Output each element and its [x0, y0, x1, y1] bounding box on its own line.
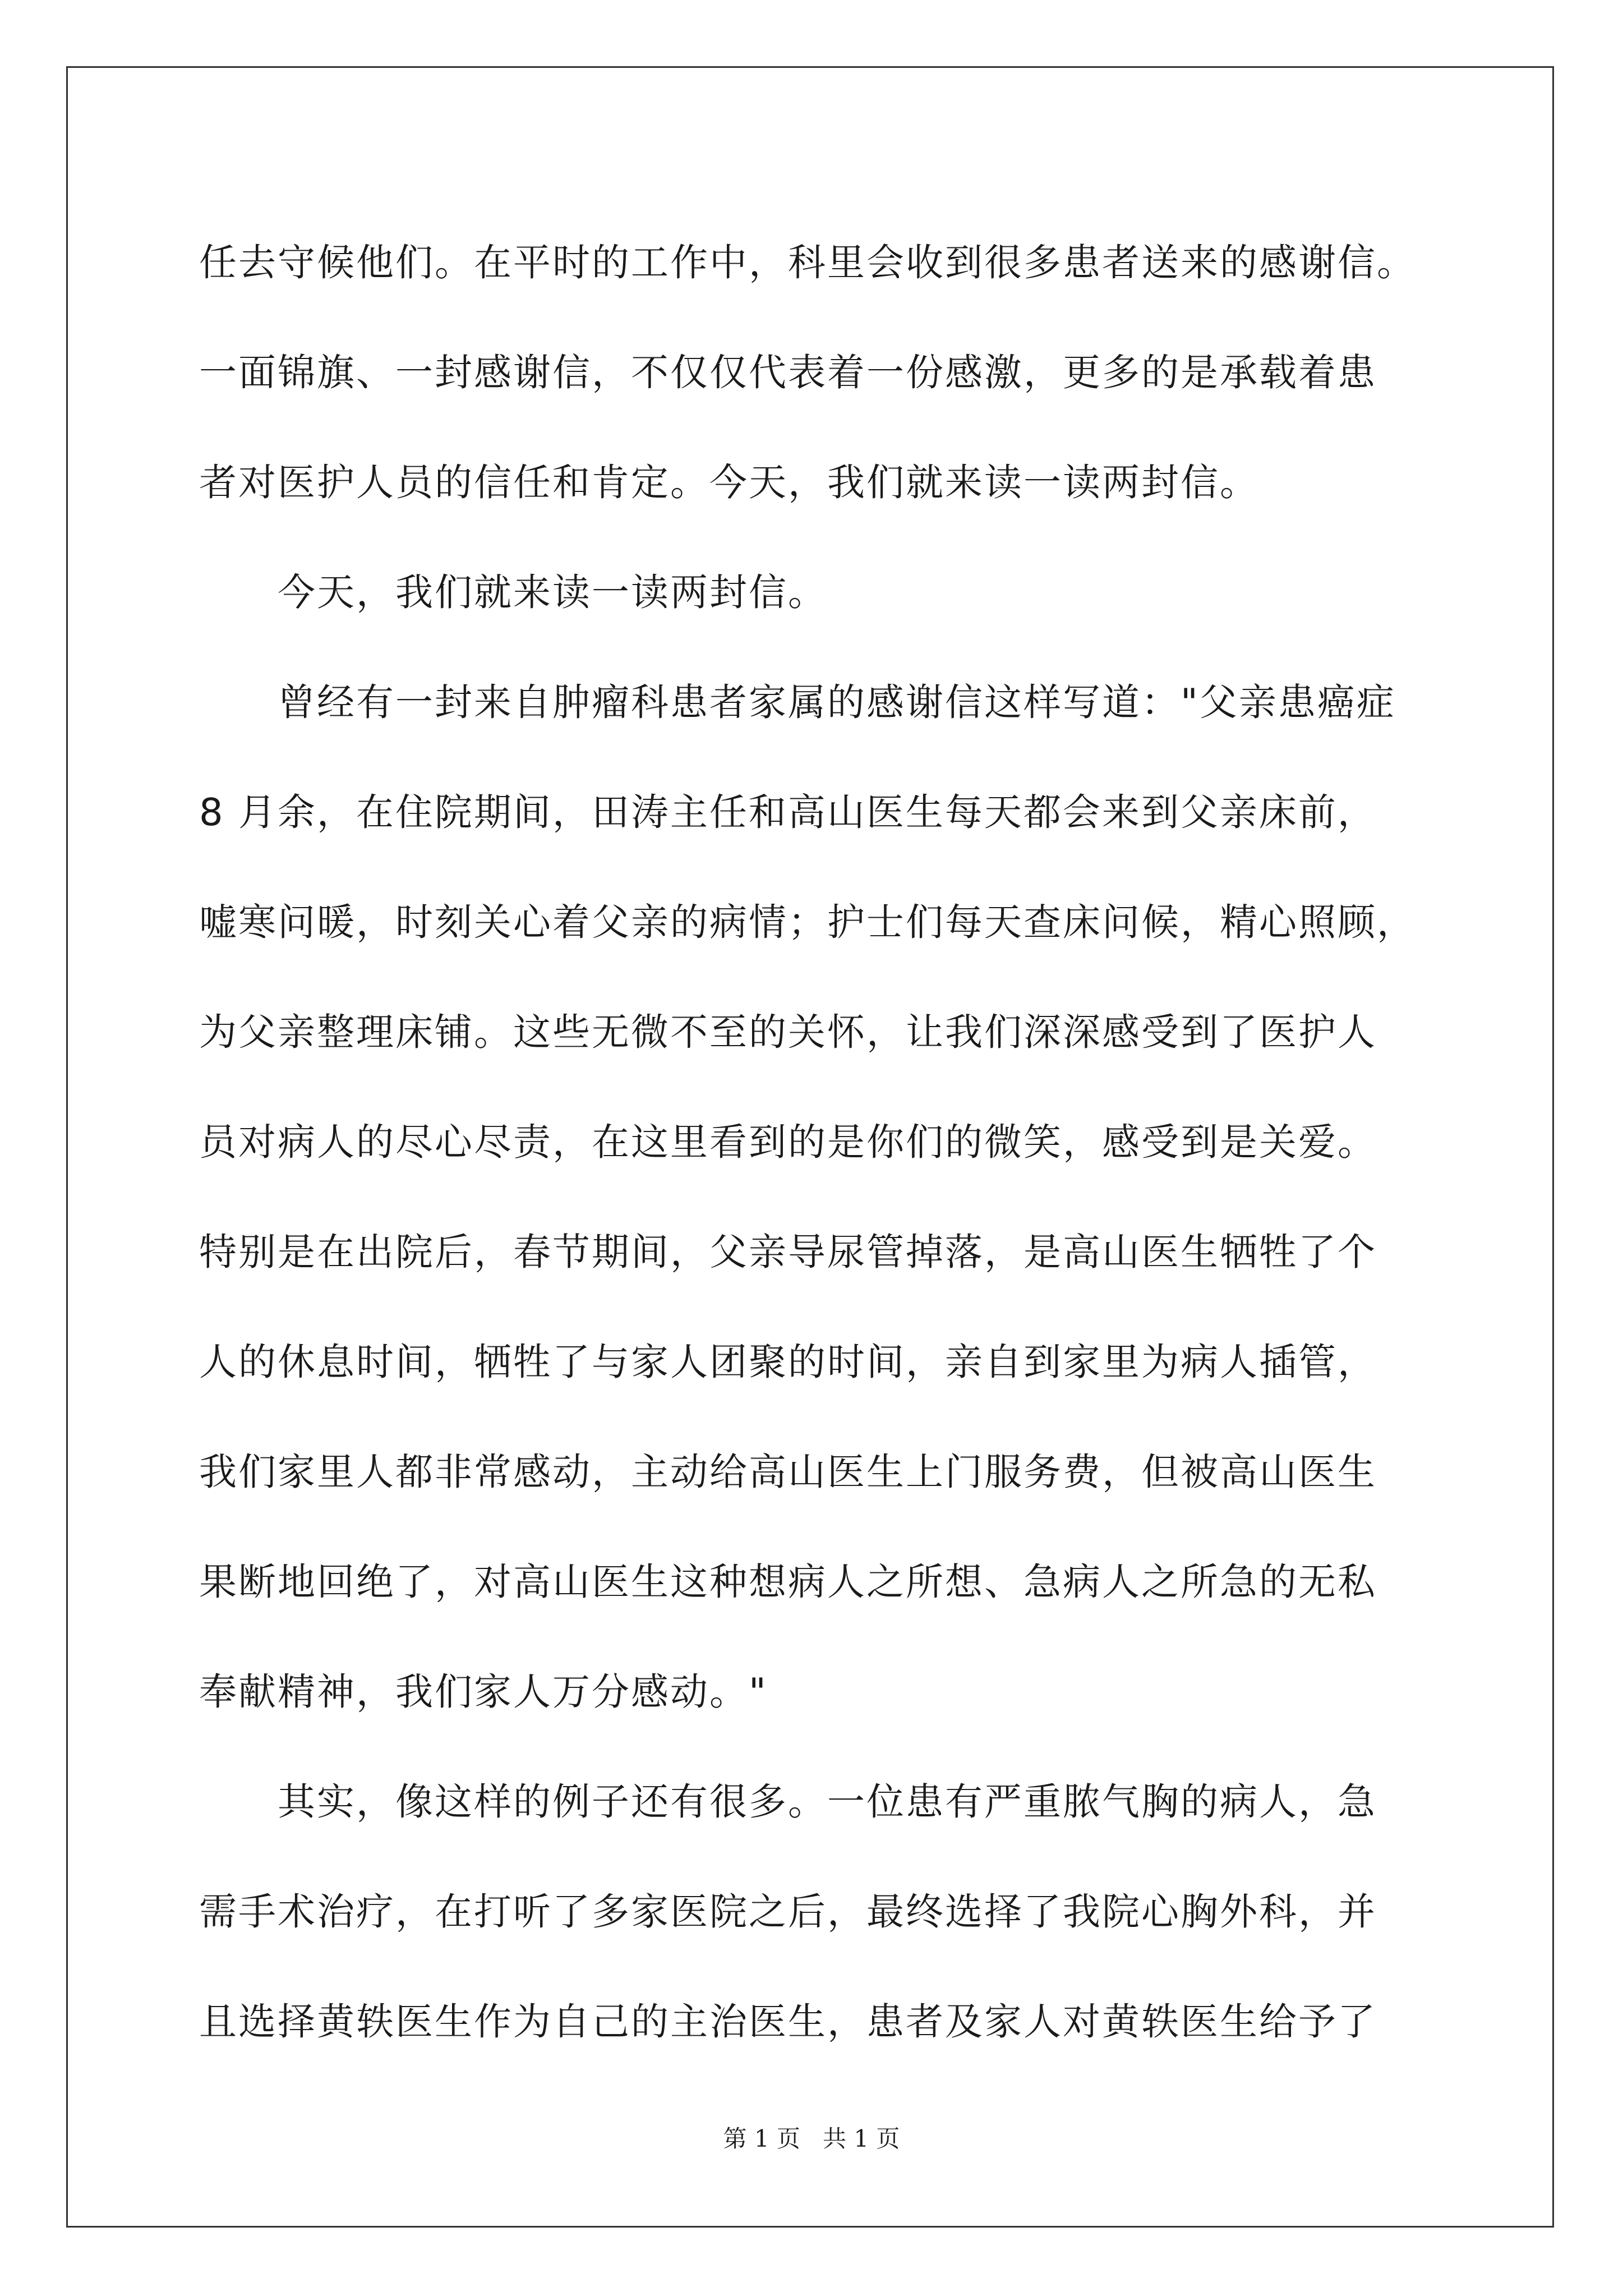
text-line: 我们家里人都非常感动，主动给高山医生上门服务费，但被高山医生 — [199, 1450, 1377, 1494]
text-line: 员对病人的尽心尽责，在这里看到的是你们的微笑，感受到是关爱。 — [199, 1120, 1377, 1164]
text-line: 其实，像这样的例子还有很多。一位患有严重脓气胸的病人，急 — [199, 1780, 1377, 1824]
text-line: 嘘寒问暖，时刻关心着父亲的病情；护士们每天查床问候，精心照顾， — [199, 900, 1416, 944]
text-line: 为父亲整理床铺。这些无微不至的关怀，让我们深深感受到了医护人 — [199, 1010, 1377, 1054]
page-total: 共 1 页 — [823, 2125, 900, 2152]
text-line: 今天，我们就来读一读两封信。 — [199, 570, 827, 614]
document-body — [199, 208, 1444, 2077]
page-number: 第 1 页 — [723, 2125, 800, 2152]
text-line: 者对医护人员的信任和肯定。今天，我们就来读一读两封信。 — [199, 461, 1259, 504]
text-line: 需手术治疗，在打听了多家医院之后，最终选择了我院心胸外科，并 — [199, 1890, 1377, 1934]
text-line: 且选择黄轶医生作为自己的主治医生，患者及家人对黄轶医生给予了 — [199, 2000, 1377, 2044]
text-line: 奉献精神，我们家人万分感动。" — [199, 1670, 768, 1714]
text-line: 特别是在出院后，春节期间，父亲导尿管掉落，是高山医生牺牲了个 — [199, 1230, 1377, 1274]
text-line: 一面锦旗、一封感谢信，不仅仅代表着一份感激，更多的是承载着患 — [199, 351, 1377, 394]
text-line: 8 月余，在住院期间，田涛主任和高山医生每天都会来到父亲床前， — [199, 790, 1377, 834]
text-line: 果断地回绝了，对高山医生这种想病人之所想、急病人之所急的无私 — [199, 1560, 1377, 1604]
text-line: 人的休息时间，牺牲了与家人团聚的时间，亲自到家里为病人插管， — [199, 1340, 1377, 1384]
page-footer — [0, 2120, 1623, 2154]
text-line: 任去守候他们。在平时的工作中，科里会收到很多患者送来的感谢信。 — [199, 241, 1416, 284]
text-line: 曾经有一封来自肿瘤科患者家属的感谢信这样写道："父亲患癌症 — [199, 680, 1396, 724]
